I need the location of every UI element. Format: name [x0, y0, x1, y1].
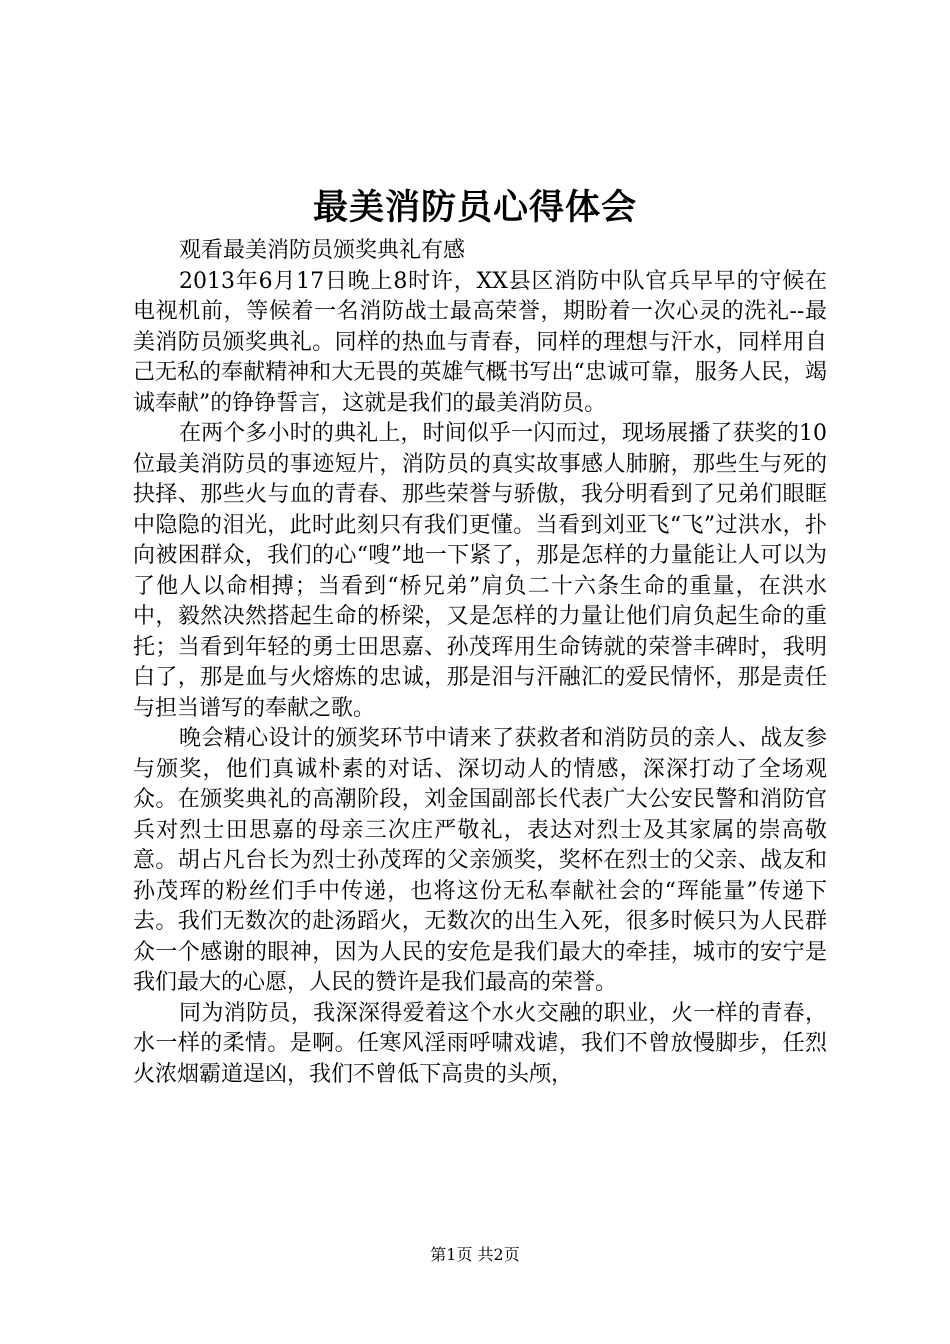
page-number-footer: 第1页 共2页 — [430, 1245, 520, 1264]
document-body — [133, 236, 827, 1090]
paragraph-3: 晚会精心设计的颁奖环节中请来了获救者和消防员的亲人、战友参与颁奖，他们真诚朴素的对话、深切动人的情感，深深打动了全场观众。在颁奖典礼的高潮阶段，刘金国副部长代表广大公安民警和消防官兵对烈士田思嘉的母亲三次庄严敬礼，表达对烈士及其家属的崇高敬意。胡占凡台长为烈士孙茂珲的父亲颁奖，奖杯在烈士的父亲、战友和孙茂珲的粉丝们手中传递，也将这份无私奉献社会的“珲能量”传递下去。我们无数次的赴汤蹈火，无数次的出生入死，很多时候只为人民群众一个感谢的眼神，因为人民的安危是我们最大的牵挂，城市的安宁是我们最大的心愿，人民的赞许是我们最高的荣誉。 — [133, 726, 827, 995]
paragraph-4: 同为消防员，我深深得爱着这个水火交融的职业，火一样的青春，水一样的柔情。是啊。任寒风淫雨呼啸戏谑，我们不曾放慢脚步，任烈火浓烟霸道逞凶，我们不曾低下高贵的头颅， — [133, 1000, 827, 1087]
paragraph-2: 在两个多小时的典礼上，时间似乎一闪而过，现场展播了获奖的10位最美消防员的事迹短片，消防员的真实故事感人肺腑，那些生与死的抉择、那些火与血的青春、那些荣誉与骄傲，我分明看到了兄弟们眼眶中隐隐的泪光，此时此刻只有我们更懂。当看到刘亚飞“飞”过洪水，扑向被困群众，我们的心“嗖”地一下紧了，那是怎样的力量能让人可以为了他人以命相搏；当看到“桥兄弟”肩负二十六条生命的重量，在洪水中，毅然决然搭起生命的桥梁，又是怎样的力量让他们肩负起生命的重托；当看到年轻的勇士田思嘉、孙茂珲用生命铸就的荣誉丰碑时，我明白了，那是血与火熔炼的忠诚，那是泪与汗融汇的爱民情怀，那是责任与担当谱写的奉献之歌。 — [133, 421, 827, 721]
document-subtitle: 观看最美消防员颁奖典礼有感 — [179, 238, 466, 263]
paragraph-1: 2013年6月17日晚上8时许，XX县区消防中队官兵早早的守候在电视机前，等候着一名消防战士最高荣誉，期盼着一次心灵的洗礼--最美消防员颁奖典礼。同样的热血与青春，同样的理想与汗水，同样用自己无私的奉献精神和大无畏的英雄气概书写出“忠诚可靠，服务人民，竭诚奉献”的铮铮誓言，这就是我们的最美消防员。 — [133, 268, 827, 416]
document-title: 最美消防员心得体会 — [312, 187, 637, 228]
